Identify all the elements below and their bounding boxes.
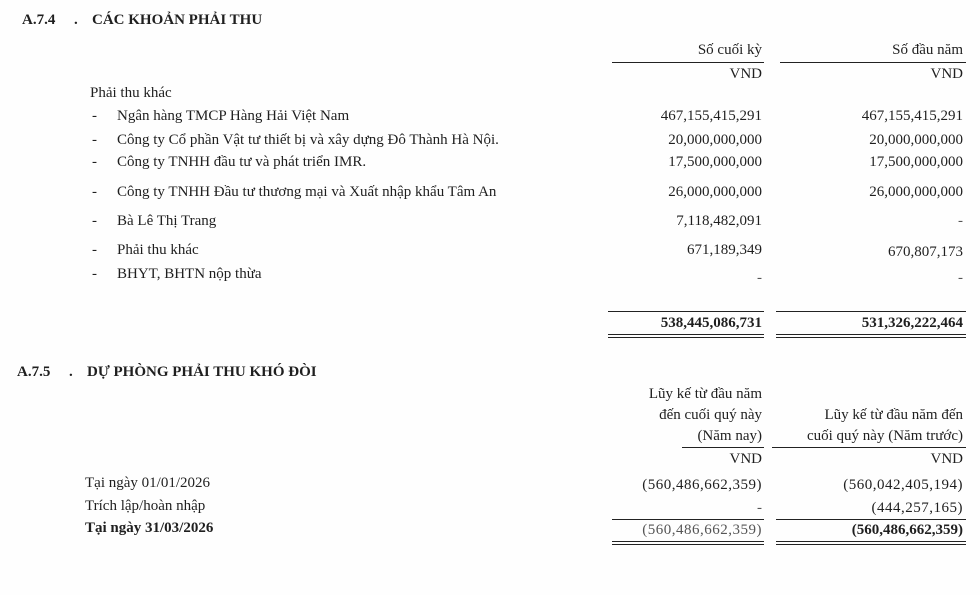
col-unit-2: VND	[930, 451, 963, 467]
col-header-start-year: Số đầu năm	[892, 42, 963, 58]
total-value-2: 531,326,222,464	[861, 315, 963, 331]
row-bullet: -	[92, 184, 97, 200]
row-label: Tại ngày 31/03/2026	[85, 520, 214, 536]
subtotal-rule-2	[776, 519, 966, 520]
col-unit-1: VND	[729, 451, 762, 467]
total-rule-top-1	[608, 311, 764, 312]
row-value-2: 17,500,000,000	[869, 154, 963, 170]
row-value-1: 467,155,415,291	[660, 108, 762, 124]
row-value-1: -	[757, 500, 762, 516]
row-value-2: -	[958, 270, 963, 286]
col-header-current-year-l2: đến cuối quý này	[659, 407, 762, 423]
row-value-2: (444,257,165)	[871, 500, 963, 516]
row-value-1: -	[757, 270, 762, 286]
row-label: Trích lập/hoàn nhập	[85, 498, 206, 514]
final-rule-2a	[776, 541, 966, 542]
row-value-1: 20,000,000,000	[668, 132, 762, 148]
row-label: Công ty Cổ phần Vật tư thiết bị và xây dựng Đô Thành Hà Nội.	[117, 132, 499, 148]
total-rule-bottom-1b	[608, 337, 764, 338]
row-value-2: 26,000,000,000	[869, 184, 963, 200]
final-rule-1a	[612, 541, 764, 542]
row-label: Công ty TNHH Đầu tư thương mại và Xuất nhập khẩu Tâm An	[117, 184, 497, 200]
row-value-2: 670,807,173	[888, 244, 963, 260]
row-label: Công ty TNHH đầu tư và phát triển IMR.	[117, 154, 367, 170]
row-value-1: 671,189,349	[687, 242, 762, 258]
col-header-underline-2	[780, 62, 966, 63]
section-code-a75: A.7.5	[17, 364, 51, 380]
section-title-doubtful-provision: DỰ PHÒNG PHẢI THU KHÓ ĐÒI	[87, 364, 317, 380]
row-label: Ngân hàng TMCP Hàng Hải Việt Nam	[117, 108, 350, 124]
row-value-1: 17,500,000,000	[668, 154, 762, 170]
row-bullet: -	[92, 242, 97, 258]
row-value-1: 7,118,482,091	[676, 213, 762, 229]
col-header-underline-1	[612, 62, 764, 63]
row-value-2: -	[958, 213, 963, 229]
row-value-1: 26,000,000,000	[668, 184, 762, 200]
total-rule-bottom-1a	[608, 334, 764, 335]
subtotal-rule-1	[612, 519, 764, 520]
row-label: BHYT, BHTN nộp thừa	[117, 266, 262, 282]
col-unit-2: VND	[930, 66, 963, 82]
row-bullet: -	[92, 266, 97, 282]
total-value-1: 538,445,086,731	[660, 315, 762, 331]
group-label-other-receivables: Phải thu khác	[90, 85, 172, 101]
section-dot: .	[69, 364, 73, 380]
col-header-underline-1	[682, 447, 764, 448]
row-value-1: (560,486,662,359)	[642, 522, 762, 538]
col-header-prior-year-l2: cuối quý này (Năm trước)	[806, 428, 963, 444]
total-rule-bottom-2b	[776, 337, 966, 338]
final-rule-2b	[776, 544, 966, 545]
section-code-a74: A.7.4	[22, 12, 56, 28]
row-value-2: 467,155,415,291	[861, 108, 963, 124]
col-header-prior-year-l1: Lũy kế từ đầu năm đến	[824, 407, 963, 423]
row-value-2: (560,486,662,359)	[851, 522, 963, 538]
row-bullet: -	[92, 213, 97, 229]
col-header-current-year-l1: Lũy kế từ đầu năm	[648, 386, 762, 402]
final-rule-1b	[612, 544, 764, 545]
section-dot: .	[74, 12, 78, 28]
row-value-2: (560,042,405,194)	[843, 477, 963, 493]
row-label: Bà Lê Thị Trang	[117, 213, 217, 229]
row-value-1: (560,486,662,359)	[642, 477, 762, 493]
row-label: Phải thu khác	[117, 242, 199, 258]
row-label: Tại ngày 01/01/2026	[85, 475, 210, 491]
row-bullet: -	[92, 154, 97, 170]
section-title-receivables: CÁC KHOẢN PHẢI THU	[92, 12, 263, 28]
col-unit-1: VND	[729, 66, 762, 82]
total-rule-top-2	[776, 311, 966, 312]
col-header-underline-2	[772, 447, 966, 448]
total-rule-bottom-2a	[776, 334, 966, 335]
row-bullet: -	[92, 108, 97, 124]
col-header-end-period: Số cuối kỳ	[697, 42, 762, 58]
col-header-current-year-l3: (Năm nay)	[697, 428, 762, 444]
row-bullet: -	[92, 132, 97, 148]
row-value-2: 20,000,000,000	[869, 132, 963, 148]
